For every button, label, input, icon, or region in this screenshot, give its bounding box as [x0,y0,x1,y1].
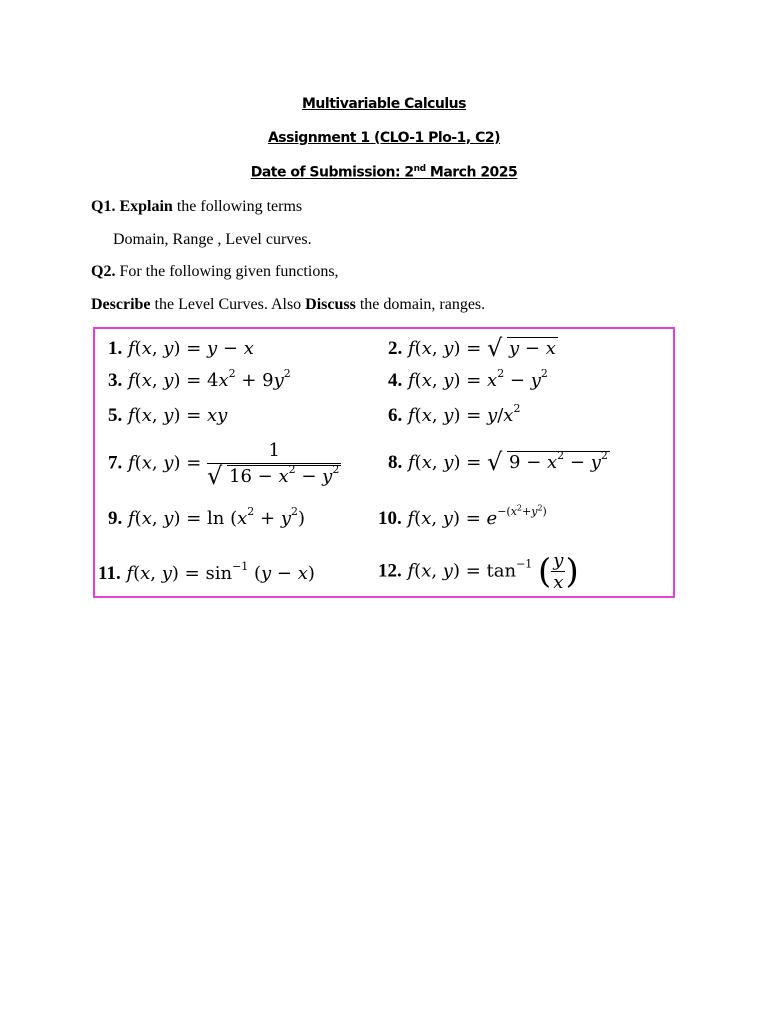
q1-text: the following terms [172,198,303,215]
problem-number: 6. [388,405,403,426]
problem-number: 11. [98,563,121,584]
problem-9: 9. f(x, $y) = \ln (x^2 + y^2)$ [108,505,306,529]
problem-number: 4. [388,370,403,391]
problem-number: 8. [388,452,403,473]
problem-6: 6. f(x, $y) = y/x^2$ [388,402,521,426]
q2-mid: the Level Curves. Also [150,296,306,313]
q2-text: For the following given functions, [115,263,339,280]
problem-3: 3. f(x, $y) = 4x^2 + 9y^2$ [108,367,291,391]
assignment-title: Assignment 1 (CLO-1 Plo-1, C2) [267,130,501,146]
q1-terms: Domain, Range , Level curves. [113,231,312,248]
question-2 [91,263,339,281]
problem-number: 3. [108,370,123,391]
problem-number: 2. [388,338,403,359]
problem-number: 1. [108,338,123,359]
problem-11: 11. f(x, $y) = \sin^{-1} (y - x)$ [98,560,315,584]
problem-number: 10. [378,508,402,529]
problem-1: 1. f(x, y) = y − x [108,338,254,359]
date-prefix: Date of Submission: 2 [250,164,414,181]
question-1 [91,198,302,216]
problem-8: 8. f(x, y) = √ $9 - x^2 - y^2$ [388,448,608,476]
date-sup: nd [413,164,426,174]
problem-number: 5. [108,405,123,426]
date-suffix: March 2025 [425,164,518,181]
fraction: 1 √ $16 - x^2 - y^2$ [207,440,340,490]
q1-label: Q1. [91,198,116,215]
course-title: Multivariable Calculus [302,96,466,112]
problem-12: 12. f(x, $y) = \tan^{-1}$ ( $\frac{y}{x}$ ) [378,550,579,593]
problem-number: 12. [378,560,402,582]
q2-verb-discuss: Discuss [305,296,356,313]
q2-label: Q2. [91,263,116,280]
problem-number: 7. [108,452,123,474]
q1-verb: Explain [119,198,173,215]
problem-7: 7. f(x, y) = 1 √ $16 - x^2 - y^2$ [108,440,340,490]
submission-date [0,164,768,181]
fraction: $\frac{y}{x}$ [553,550,564,593]
problem-5: 5. f(x, y) = xy [108,405,228,426]
problem-4: 4. f(x, $y) = x^2 - y^2$ [388,367,548,391]
problem-2: 2. f(x, y) = √ y − x [388,334,556,362]
q2-verb-describe: Describe [91,296,151,313]
q2-end: the domain, ranges. [355,296,486,313]
problem-number: 9. [108,508,123,529]
problem-10: 10. f(x, $y) = e^{-(x^2+y^2)}$ [378,503,547,529]
q2-instruction [91,296,485,314]
